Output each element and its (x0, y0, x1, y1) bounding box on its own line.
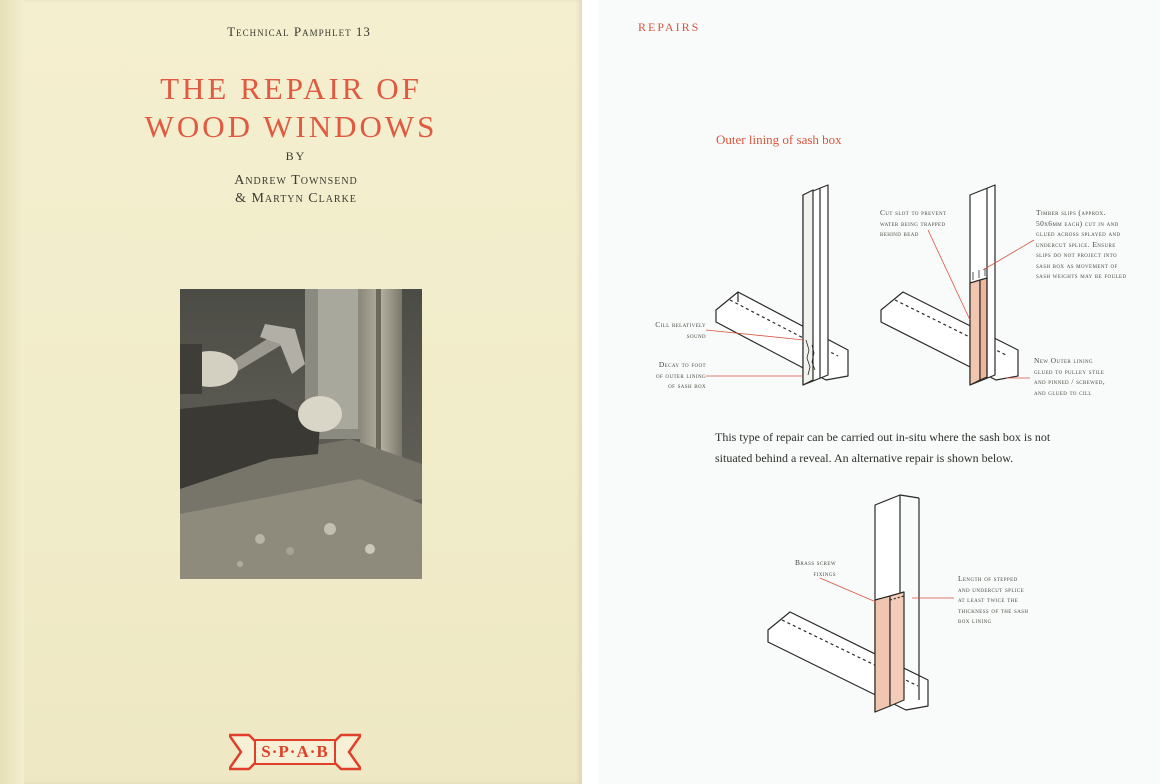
author-2: & Martyn Clarke (235, 191, 357, 206)
note-brass-screw: Brass screw fixings (794, 558, 836, 578)
cover-title-line2: WOOD WINDOWS (144, 109, 438, 144)
section-title: Outer lining of sash box (716, 132, 842, 147)
spab-logo (229, 731, 361, 773)
cover-title-line1: THE REPAIR OF (160, 71, 422, 106)
figure-decay (716, 185, 848, 385)
note-timber-slips: Timber slips (approx. 50x6mm each) cut in and glued across splayed and undercut splice. Ensure slips do not project into sash box as movement of sash weights may be fouled (1036, 208, 1127, 280)
running-head: REPAIRS (638, 20, 701, 34)
note-splice-length: Length of stepped and undercut splice at least twice the thickness of the sash box lining (958, 574, 1029, 625)
author-1: Andrew Townsend (234, 173, 358, 188)
logo-text: S·P·A·B (261, 742, 329, 761)
series-label: Technical Pamphlet 13 (227, 24, 371, 39)
cover-photo (180, 289, 422, 579)
note-new-outer-lining: New Outer lining glued to pulley stile and pinned / screwed, and glued to cill (1034, 356, 1106, 397)
inner-page (598, 0, 1160, 784)
note-decay: Decay to foot of outer lining of sash box (655, 360, 706, 390)
byline: BY (285, 149, 307, 163)
note-cill: Cill relatively sound (655, 320, 706, 340)
body-paragraph: This type of repair can be carried out in-situ where the sash box is not situated behind a reveal. An alternative repair is shown below. (715, 430, 1051, 465)
figure-splice (768, 495, 928, 712)
note-cut-slot: Cut slot to prevent water being trapped behind bead (880, 208, 947, 238)
